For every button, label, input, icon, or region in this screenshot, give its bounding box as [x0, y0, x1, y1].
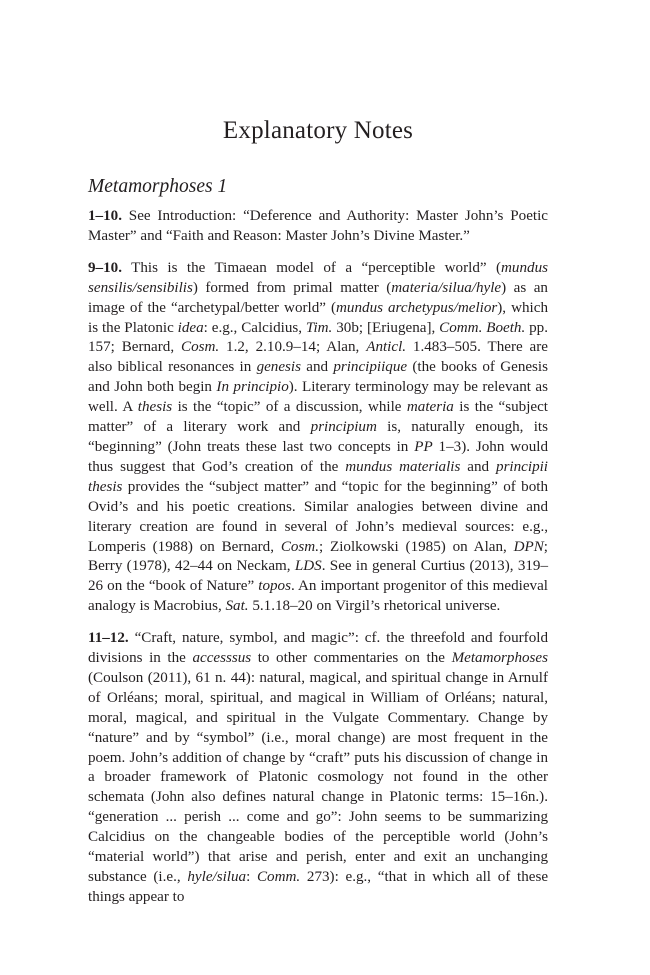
note-segment: ; Berry (1978), 42–44 on Neckam, [88, 538, 548, 575]
note-italic-text: principiique [333, 359, 408, 376]
note-italic-text: hyle/silua [187, 869, 247, 885]
note-italic-text: Comm. [256, 869, 301, 885]
note-italic-text: PP [414, 438, 433, 455]
note-text [88, 260, 548, 614]
note-segment: (the books of Genesis and John both begin [88, 359, 549, 396]
note-segment: 1.2, 2.10.9–14; Alan, [219, 339, 367, 356]
note-italic-text: Cosm. [181, 339, 220, 356]
note-italic-text: mundus sensilis/sensibilis [88, 259, 548, 296]
note-segment: provides the “subject matter” and “topic for the beginning” of both Ovid’s and his poetic creations. Similar analogies between divine and literary creation are found in several of John’s medieval sources: e.g., Lomperis (1988) on Bernard, [88, 478, 548, 555]
note-italic-text: Comm. Boeth. [439, 319, 526, 336]
note-italic-text: genesis [256, 359, 301, 376]
note-italic-text: Metamorphoses [451, 650, 548, 667]
note-segment: ) formed from primal matter ( [192, 279, 392, 296]
note-segment: ), which is the Platonic [88, 299, 548, 336]
section-heading: Metamorphoses 1 [88, 176, 228, 197]
note-italic-text: Anticl. [366, 339, 407, 356]
note-segment: This is the Timaean model of a “perceptible world” ( [121, 259, 502, 276]
note-italic-text: LDS [294, 558, 322, 575]
note-italic-text: mundus materialis [345, 458, 461, 475]
note-item [88, 629, 548, 908]
note-italic-text: materia/silua/hyle [391, 279, 502, 296]
note-segment: 5.1.18–20 on Virgil’s rhetorical universe. [248, 598, 501, 615]
note-segment: to other commentaries on the [251, 650, 452, 667]
note-segment: 1.483–505. There are also biblical resonances in [88, 339, 548, 376]
note-italic-text: In principio [216, 379, 289, 396]
note-italic-text: thesis [137, 399, 173, 416]
note-italic-text: principium [310, 419, 377, 436]
note-segment: ). Literary terminology may be relevant as well. A [88, 379, 548, 416]
note-reference: 9–10. [88, 259, 122, 276]
note-segment: and [460, 458, 497, 475]
note-text [88, 208, 548, 244]
note-segment: 1–3). John would thus suggest that God’s creation of the [88, 438, 549, 475]
note-italic-text: Cosm. [280, 538, 319, 555]
note-segment: (Coulson (2011), 61 n. 44): natural, magical, and spiritual change in Arnulf of Orléans; moral, spiritual, and magical in William of Orléans; natural, moral, magical, and spiritual in the Vulgate Commentary. Change by “nature” and by “symbol” (i.e., moral change) are most frequent in the poem. John’s addition of change by “craft” puts his discussion of change in a broader framework of Platonic cosmology not found in the other schemata (John also defines natural change in Platonic terms: 15–16n.). “generation ... perish ... come and go”: John seems to be summarizing Calcidius on the changeable bodies of the perceptible world (John’s “material world”) that arise and perish, enter and exit an unchanging substance (i.e., [88, 669, 548, 885]
note-text [88, 630, 548, 905]
note-italic-text: Tim. [305, 319, 333, 336]
note-italic-text: principii thesis [88, 458, 549, 495]
note-italic-text: accesssus [192, 650, 252, 667]
note-reference: 1–10. [88, 208, 122, 224]
note-segment: and [301, 359, 334, 376]
note-segment: See Introduction: “Deference and Authority: Master John’s Poetic Master” and “Faith and Reason: Master John’s Divine Master.” [88, 208, 548, 244]
notes-body [88, 207, 548, 920]
note-segment: “Craft, nature, symbol, and magic”: cf. the threefold and fourfold divisions in the [88, 630, 548, 667]
note-italic-text: materia [406, 399, 454, 416]
note-segment: . An important progenitor of this medieval analogy is Macrobius, [88, 578, 548, 615]
note-segment: pp. 157; Bernard, [88, 319, 548, 356]
note-reference: 11–12. [88, 630, 129, 647]
note-segment: . See in general Curtius (2013), 319–26 on the “book of Nature” [88, 558, 549, 595]
note-segment: 273): e.g., “that in which all of these things appear to [88, 869, 549, 905]
note-italic-text: DPN [513, 538, 544, 555]
note-italic-text: Sat. [225, 598, 249, 615]
note-segment: : [246, 869, 257, 885]
page-title: Explanatory Notes [222, 117, 414, 144]
note-italic-text: idea [177, 319, 204, 336]
note-segment: 30b; [Eriugena], [332, 319, 440, 336]
note-segment: ; Ziolkowski (1985) on Alan, [318, 538, 514, 555]
note-segment: is, naturally enough, its “beginning” (John treats these last two concepts in [88, 419, 548, 455]
note-item [88, 207, 548, 247]
note-segment: is the “subject matter” of a literary work and [88, 399, 549, 436]
note-italic-text: topos [258, 578, 291, 595]
note-item [88, 259, 548, 617]
note-italic-text: mundus archetypus/melior [336, 299, 498, 316]
note-segment: : e.g., Calcidius, [203, 319, 306, 336]
note-segment: is the “topic” of a discussion, while [172, 399, 407, 416]
note-segment: ) as an image of the “archetypal/better world” ( [88, 279, 548, 316]
